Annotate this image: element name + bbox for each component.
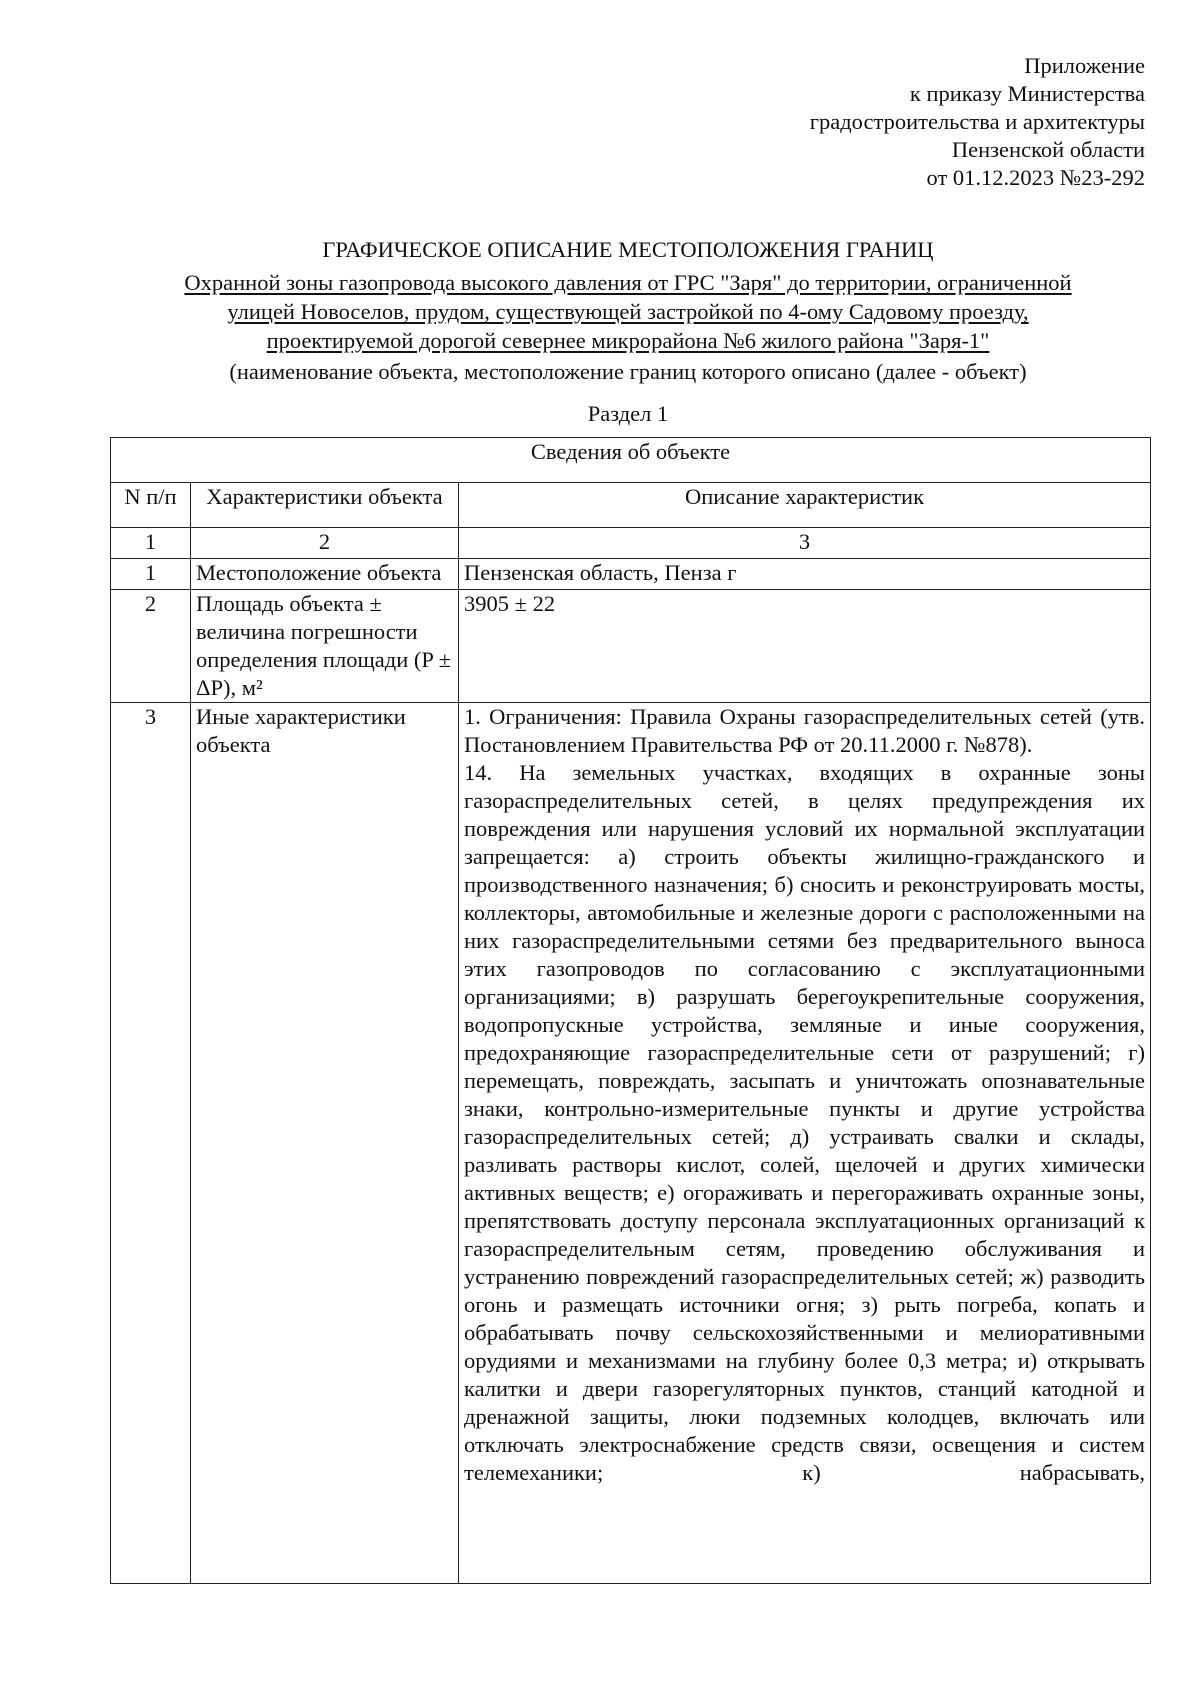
row-description: Пензенская область, Пенза г bbox=[459, 559, 1151, 590]
column-number: 1 bbox=[111, 528, 191, 559]
row-characteristic: Иные характеристики объекта bbox=[191, 703, 459, 1584]
object-name-line: проектируемой дорогой севернее микрорайона №6 жилого района "Заря-1" bbox=[266, 328, 990, 353]
row-num: 1 bbox=[111, 559, 191, 590]
document-title: ГРАФИЧЕСКОЕ ОПИСАНИЕ МЕСТОПОЛОЖЕНИЯ ГРАНИЦ bbox=[322, 237, 934, 262]
prohibitions-paragraph: 14. На земельных участках, входящих в охранные зоны газораспределительных сетей, в целях предупреждения их повреждения или нарушения условий их нормальной эксплуатации запрещается: а) строить объекты жилищно-гражданского и производственного назначения; б) сносить и реконструировать мосты, коллекторы, автомобильные и железные дороги с расположенными на них газораспределительными сетями без предварительного выноса этих газопроводов по согласованию с эксплуатационными организациями; в) разрушать берегоукрепительные сооружения, водопропускные устройства, земляные и иные сооружения, предохраняющие газораспределительные сети от разрушений; г) перемещать, повреждать, засыпать и уничтожать опознавательные знаки, контрольно-измерительные пункты и другие устройства газораспределительных сетей; д) устраивать свалки и склады, разливать растворы кислот, солей, щелочей и других химически активных веществ; е) огораживать и перегораживать охранные зоны, препятствовать доступу персонала эксплуатационных организаций к газораспределительным сетям, проведению обслуживания и устранению повреждений газораспределительных сетей; ж) разводить огонь и размещать источники огня; з) рыть погреба, копать и обрабатывать почву сельскохозяйственными и мелиоративными орудиями и механизмами на глубину более 0,3 метра; и) открывать калитки и двери газорегуляторных пунктов, станций катодной и дренажной защиты, люки подземных колодцев, включать или отключать электроснабжение средств связи, освещения и систем телемеханики; к) набрасывать, bbox=[464, 760, 1146, 1485]
header-characteristic: Характеристики объекта bbox=[191, 483, 459, 528]
restriction-paragraph: 1. Ограничения: Правила Охраны газораспределительных сетей (утв. Постановлением Правительства РФ от 20.11.2000 г. №878). bbox=[464, 704, 1146, 757]
appendix-line: к приказу Министерства bbox=[909, 81, 1145, 106]
row-description: 3905 ± 22 bbox=[459, 590, 1151, 703]
table-caption-row bbox=[111, 438, 1151, 483]
appendix-date-number: от 01.12.2023 №23-292 bbox=[926, 165, 1145, 190]
appendix-block bbox=[810, 52, 1145, 192]
row-description bbox=[459, 703, 1151, 1584]
object-info-table bbox=[110, 437, 1151, 1584]
row-characteristic: Площадь объекта ± величина погрешности определения площади (P ± ΔP), м² bbox=[191, 590, 459, 703]
row-num: 2 bbox=[111, 590, 191, 703]
column-number: 3 bbox=[459, 528, 1151, 559]
row-characteristic: Местоположение объекта bbox=[191, 559, 459, 590]
table-row bbox=[111, 559, 1151, 590]
object-name-line: Охранной зоны газопровода высокого давления от ГРС "Заря" до территории, ограниченной bbox=[184, 270, 1072, 295]
table-caption: Сведения об объекте bbox=[111, 438, 1151, 483]
section-title: Раздел 1 bbox=[587, 401, 669, 426]
table-row bbox=[111, 703, 1151, 1584]
column-number-row bbox=[111, 528, 1151, 559]
header-description: Описание характеристик bbox=[459, 483, 1151, 528]
row-num: 3 bbox=[111, 703, 191, 1584]
appendix-line: Приложение bbox=[1024, 53, 1145, 78]
object-name bbox=[110, 268, 1146, 355]
table-row bbox=[111, 590, 1151, 703]
appendix-line: градостроительства и архитектуры bbox=[809, 109, 1145, 134]
object-name-caption: (наименование объекта, местоположение границ которого описано (далее - объект) bbox=[229, 359, 1027, 384]
header-num: N п/п bbox=[111, 483, 191, 528]
object-name-line: улицей Новоселов, прудом, существующей застройкой по 4-ому Садовому проезду, bbox=[227, 299, 1029, 324]
table-header-row bbox=[111, 483, 1151, 528]
column-number: 2 bbox=[191, 528, 459, 559]
appendix-line: Пензенской области bbox=[951, 137, 1145, 162]
